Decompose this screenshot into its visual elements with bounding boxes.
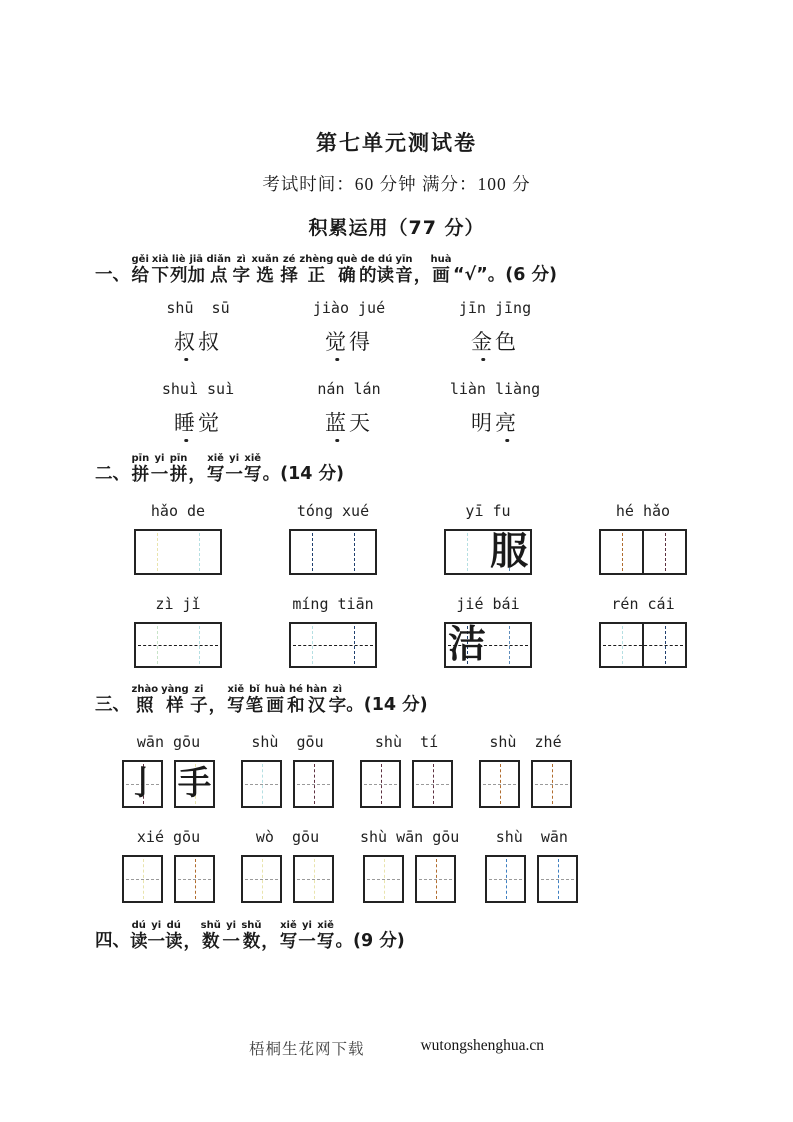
stroke-grid-cell[interactable] xyxy=(360,760,401,808)
question-3-heading xyxy=(95,684,793,717)
stroke-grid-cell[interactable] xyxy=(241,855,282,903)
pinyin-label: wò gōu xyxy=(255,828,320,846)
horizontal-guide-line xyxy=(419,879,452,880)
pinyin-pair[interactable]: jīn jīng xyxy=(458,299,532,317)
horizontal-guide-line xyxy=(367,879,400,880)
pinyin-label: shù wān xyxy=(495,828,568,846)
pinyin-label: shù zhé xyxy=(489,733,562,751)
hanzi-char: 亮 xyxy=(495,407,519,437)
writing-grid[interactable] xyxy=(599,622,687,668)
writing-grid-item xyxy=(134,502,222,575)
hanzi-char: 色 xyxy=(495,330,519,354)
pinyin-label: tóng xué xyxy=(296,502,370,520)
stroke-grid-pair[interactable] xyxy=(479,760,572,808)
question-number: 三、 xyxy=(95,695,130,715)
question-tail: 。(9 分) xyxy=(335,931,405,951)
hanzi-char: 觉 xyxy=(325,326,349,356)
writing-grid-row xyxy=(134,502,793,575)
writing-grid[interactable] xyxy=(444,529,532,575)
pinyin-pair[interactable]: shuì suì xyxy=(161,380,235,398)
writing-grid-item xyxy=(444,502,532,575)
stroke-grid-pair[interactable] xyxy=(485,855,578,903)
writing-grid-item xyxy=(599,595,687,668)
pinyin-label: hǎo de xyxy=(150,502,206,520)
hanzi-char: 睡 xyxy=(174,407,198,437)
hanzi-char: 觉 xyxy=(198,411,222,435)
pinyin-choice-option[interactable] xyxy=(118,380,278,437)
stroke-grid-row xyxy=(122,828,793,903)
stroke-grid-pair[interactable] xyxy=(241,760,334,808)
horizontal-guide-line xyxy=(541,879,574,880)
vertical-guide-line xyxy=(622,533,623,571)
horizontal-guide-line xyxy=(535,784,568,785)
vertical-guide-line xyxy=(157,533,158,571)
hanzi-char: 叔 xyxy=(198,330,222,354)
stroke-grid-cell[interactable] xyxy=(412,760,453,808)
pinyin-choice-option[interactable] xyxy=(278,380,420,437)
pinyin-label: shù tí xyxy=(374,733,439,751)
stroke-grid-cell[interactable] xyxy=(241,760,282,808)
question-number: 一、 xyxy=(95,265,130,285)
question-2-heading xyxy=(95,453,793,486)
stroke-grid-group xyxy=(241,828,334,903)
writing-grid-cell[interactable] xyxy=(291,531,333,573)
horizontal-guide-line xyxy=(603,645,683,646)
writing-grid-item xyxy=(599,502,687,575)
vertical-guide-line xyxy=(665,533,666,571)
pinyin-label: jié bái xyxy=(456,595,520,613)
stroke-grid-group xyxy=(479,733,572,808)
pinyin-label: yī fu xyxy=(465,502,511,520)
writing-grid[interactable] xyxy=(444,622,532,668)
horizontal-guide-line xyxy=(297,784,330,785)
question-number: 四、 xyxy=(95,931,130,951)
writing-grid[interactable] xyxy=(289,622,377,668)
stroke-grid-group xyxy=(360,828,459,903)
hanzi-char: 天 xyxy=(349,411,373,435)
stroke-grid-group xyxy=(485,828,578,903)
stroke-grid-cell[interactable] xyxy=(537,855,578,903)
question-text-ruby: 照zhào样yàng子zi，写xiě笔bǐ画huà和hé汉hàn字zì xyxy=(130,684,347,716)
horizontal-guide-line xyxy=(297,879,330,880)
example-character: 亅 xyxy=(126,765,159,802)
horizontal-guide-line xyxy=(489,879,522,880)
writing-grid-item xyxy=(134,595,222,668)
writing-grid-cell[interactable] xyxy=(488,531,530,573)
page-title: 第七单元测试卷 xyxy=(316,131,477,155)
pinyin-label: shù gōu xyxy=(251,733,324,751)
pinyin-label: shù wān gōu xyxy=(360,828,460,846)
stroke-grid-group xyxy=(241,733,334,808)
pinyin-label: zì jǐ xyxy=(155,595,201,613)
horizontal-guide-line xyxy=(178,879,211,880)
pinyin-label: wān gōu xyxy=(136,733,201,751)
pinyin-choice-option[interactable] xyxy=(420,299,570,356)
writing-grid[interactable] xyxy=(289,529,377,575)
pinyin-label: hé hǎo xyxy=(615,502,671,520)
question-1-heading xyxy=(95,254,793,287)
vertical-guide-line xyxy=(467,533,468,571)
dotted-word xyxy=(471,407,519,437)
writing-grid-cell[interactable] xyxy=(136,531,178,573)
hanzi-char: 金 xyxy=(471,326,495,356)
hanzi-char: 得 xyxy=(349,330,373,354)
dotted-word xyxy=(471,326,519,356)
pinyin-label: rén cái xyxy=(611,595,675,613)
question-text-ruby: 拼pīn一yi拼pīn，写xiě一yi写xiě xyxy=(130,453,263,485)
stroke-grid-cell[interactable] xyxy=(293,855,334,903)
pinyin-pair[interactable]: nán lán xyxy=(317,380,381,398)
stroke-grid-group xyxy=(122,828,215,903)
stroke-grid-group xyxy=(122,733,215,808)
writing-grid-cell[interactable] xyxy=(178,531,220,573)
stroke-grid-cell[interactable] xyxy=(479,760,520,808)
pinyin-label: míng tiān xyxy=(292,595,374,613)
stroke-grid-cell[interactable] xyxy=(485,855,526,903)
writing-grid-item xyxy=(289,595,377,668)
pinyin-label: xié gōu xyxy=(136,828,201,846)
horizontal-guide-line xyxy=(293,645,373,646)
writing-grid[interactable] xyxy=(599,529,687,575)
writing-grid-cell[interactable] xyxy=(446,624,488,666)
writing-grid-row xyxy=(134,595,793,668)
vertical-guide-line xyxy=(354,533,355,571)
horizontal-guide-line xyxy=(126,879,159,880)
stroke-grid-cell[interactable] xyxy=(363,855,404,903)
pinyin-choice-options xyxy=(118,299,793,437)
dotted-word xyxy=(174,407,222,437)
stroke-grid-cell[interactable] xyxy=(531,760,572,808)
horizontal-guide-line xyxy=(416,784,449,785)
example-character: 手 xyxy=(178,765,211,802)
horizontal-guide-line xyxy=(364,784,397,785)
writing-grid-cell[interactable] xyxy=(601,531,642,573)
dotted-word xyxy=(174,326,222,356)
stroke-grid-cell[interactable] xyxy=(122,760,163,808)
writing-grid-cell[interactable] xyxy=(446,531,488,573)
part-title: 积累运用（77 分） xyxy=(308,217,485,239)
pinyin-choice-option[interactable] xyxy=(420,380,570,437)
question-4-heading xyxy=(95,920,793,953)
hanzi-char: 蓝 xyxy=(325,407,349,437)
question-number: 二、 xyxy=(95,464,130,484)
writing-grid[interactable] xyxy=(134,622,222,668)
question-tail: 。(14 分) xyxy=(262,464,345,484)
exam-info: 考试时间：60 分钟 满分：100 分 xyxy=(262,174,531,194)
vertical-guide-line xyxy=(312,533,313,571)
pinyin-choice-option[interactable] xyxy=(118,299,278,356)
pinyin-pair[interactable]: jiào jué xyxy=(312,299,386,317)
stroke-grid-cell[interactable] xyxy=(293,760,334,808)
stroke-grid-pair[interactable] xyxy=(122,760,215,808)
stroke-grid-pair[interactable] xyxy=(360,760,453,808)
stroke-grid-pair[interactable] xyxy=(363,855,456,903)
example-character: 服 xyxy=(489,531,528,573)
stroke-grid-cell[interactable] xyxy=(174,760,215,808)
stroke-grid-row xyxy=(122,733,793,808)
question-text-ruby: 读dú一yi读dú，数shǔ一yi数shǔ，写xiě一yi写xiě xyxy=(130,920,336,952)
vertical-guide-line xyxy=(199,533,200,571)
writing-grid[interactable] xyxy=(134,529,222,575)
stroke-grid-group xyxy=(360,733,453,808)
stroke-grid-cell[interactable] xyxy=(415,855,456,903)
question-tail: 。(14 分) xyxy=(346,695,428,715)
horizontal-guide-line xyxy=(245,784,278,785)
example-character: 洁 xyxy=(447,624,486,666)
pinyin-choice-option[interactable] xyxy=(278,299,420,356)
writing-grid-cell[interactable] xyxy=(333,531,375,573)
pinyin-pair[interactable]: liàn liàng xyxy=(449,380,541,398)
pinyin-pair[interactable]: shū sū xyxy=(166,299,230,317)
writing-grid-item xyxy=(289,502,377,575)
horizontal-guide-line xyxy=(245,879,278,880)
stroke-grid-pair[interactable] xyxy=(241,855,334,903)
hanzi-char: 明 xyxy=(471,411,495,435)
page-footer xyxy=(0,1037,793,1059)
footer-site-url: wutongshenghua.cn xyxy=(420,1037,545,1054)
question-tail: “√”。(6 分) xyxy=(453,265,557,285)
stroke-grid-cell[interactable] xyxy=(122,855,163,903)
dotted-word xyxy=(325,326,373,356)
writing-grid-item xyxy=(444,595,532,668)
question-text-ruby: 给gěi下xià列liè加jiā点diǎn字zì选xuǎn择zé正zhèng确què的de读dú音yīn，画huà xyxy=(130,254,453,286)
horizontal-guide-line xyxy=(483,784,516,785)
stroke-grid-cell[interactable] xyxy=(174,855,215,903)
writing-grid-cell[interactable] xyxy=(642,531,685,573)
hanzi-char: 叔 xyxy=(174,326,198,356)
footer-site-name: 梧桐生花网下载 xyxy=(248,1041,365,1058)
horizontal-guide-line xyxy=(138,645,218,646)
stroke-grid-pair[interactable] xyxy=(122,855,215,903)
dotted-word xyxy=(325,407,373,437)
